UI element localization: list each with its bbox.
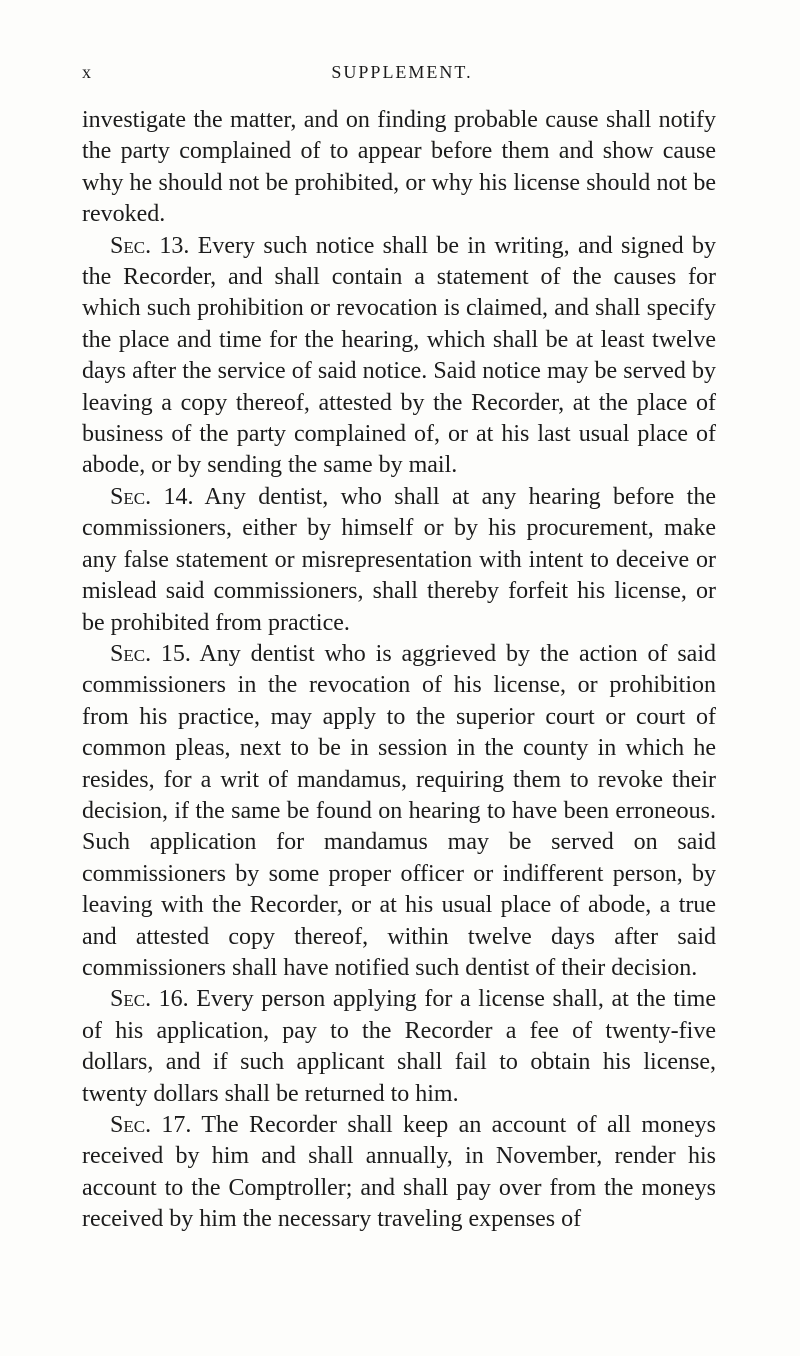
section-text: Every person applying for a license shall, at the time of his application, pay to the Recorder a fee of twenty-five dollars, and if such applicant shall fail to obtain his license, twenty dollars shall be returned to him. (82, 986, 716, 1107)
section-16 (82, 984, 716, 1110)
section-14 (82, 482, 716, 639)
page-number: x (82, 62, 92, 82)
section-text: Every such notice shall be in writing, and signed by the Recorder, and shall contain a statement of the causes for which such prohibition or revocation is claimed, and shall specify the place and time for the hearing, which shall be at least twelve days after the service of said notice. Said notice may be served by leaving a copy thereof, attested by the Recorder, at the place of business of the party complained of, or at his last usual place of abode, or by sending the same by mail. (82, 232, 716, 479)
section-label: Sec. 17. (110, 1112, 192, 1138)
section-13 (82, 231, 716, 482)
section-15 (82, 639, 716, 984)
section-label: Sec. 15. (110, 640, 191, 667)
page-header (82, 62, 722, 90)
section-text: Any dentist who is aggrieved by the action of said commissioners in the revocation of his license, or prohibition from his practice, may apply to the superior court or court of common pleas, next to be in session in the county in which he resides, for a writ of mandamus, requiring them to revoke their decision, if the same be found on hearing to have been erroneous. Such application for mandamus may be served on said commissioners by some proper officer or indifferent person, by leaving with the Recorder, or at his usual place of abode, a true and attested copy thereof, within twelve days after said commissioners shall have notified such dentist of their decision. (82, 640, 716, 981)
body-text (82, 105, 716, 1236)
section-label: Sec. 14. (110, 483, 194, 510)
section-label: Sec. 13. (110, 232, 190, 259)
section-17 (82, 1110, 716, 1236)
section-label: Sec. 16. (110, 986, 189, 1013)
section-text: Any dentist, who shall at any hearing before the commissioners, either by himself or by his procurement, make any false statement or misrepresentation with intent to deceive or mislead said commissioners, shall thereby forfeit his license, or be prohibited from practice. (82, 483, 716, 636)
section-text: The Recorder shall keep an account of all moneys received by him and shall annually, in November, render his account to the Comptroller; and shall pay over from the moneys received by him the necessary traveling expenses of (82, 1112, 716, 1233)
paragraph-continuation (82, 105, 716, 231)
paragraph-text: investigate the matter, and on finding probable cause shall notify the party complained of to appear before them and show cause why he should not be prohibited, or why his license should not be revoked. (82, 107, 716, 228)
running-head: SUPPLEMENT. (331, 62, 473, 82)
